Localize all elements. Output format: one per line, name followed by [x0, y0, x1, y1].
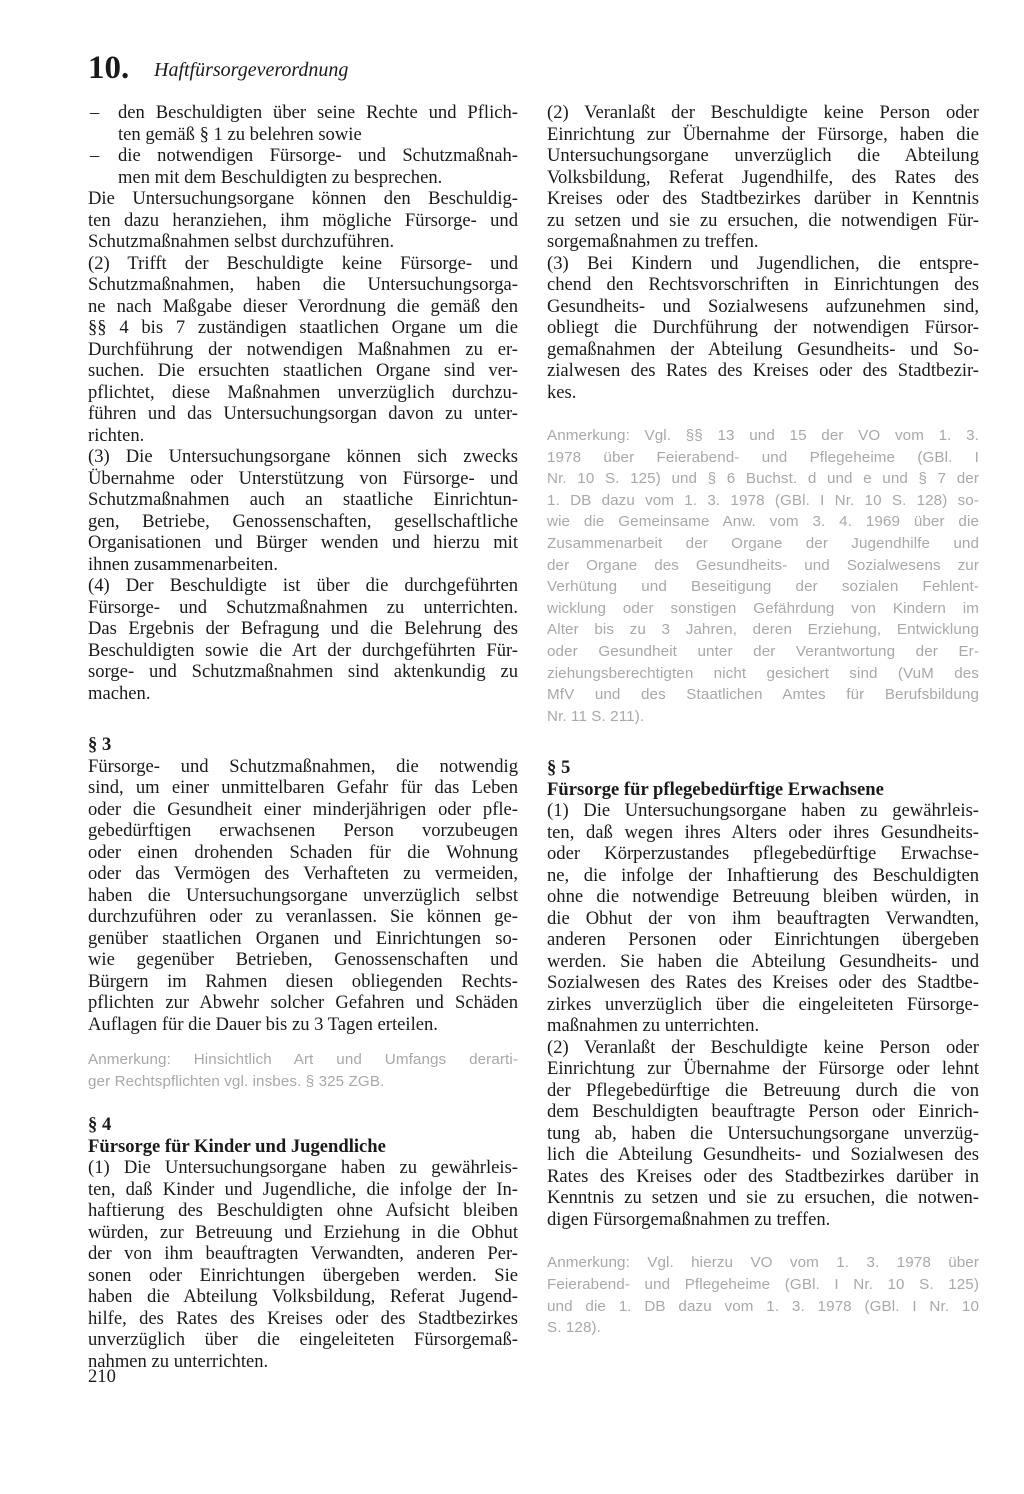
section-3-text-line: wie gegenüber Betrieben, Genossenschaften und: [88, 949, 518, 970]
section-4-text-line: würden, zur Betreuung und Erziehung in die Obhut: [88, 1221, 518, 1243]
section-4-note-line: ziehungsberechtigten nicht gesichert sind (VuM des: [547, 664, 979, 682]
section-3-text-line: genüber staatlichen Organen und Einrichtungen so-: [88, 927, 518, 949]
section-4-note-line: MfV und des Staatlichen Amtes für Berufsbildung: [547, 686, 979, 704]
section-5-para-1-line: anderen Personen oder Einrichtungen übergeben: [547, 929, 979, 951]
section-4-note-line: 1978 über Feierabend- und Pflegeheime (GBl. I: [547, 448, 979, 466]
section-3-note-line: ger Rechtspflichten vgl. insbes. § 325 ZGB.: [88, 1072, 385, 1090]
chapter-title: Haftfürsorgeverordnung: [154, 59, 349, 81]
paragraph-3-line: Übernahme oder Unterstützung von Fürsorge- und: [88, 467, 518, 489]
section-3-text-line: Bürgern im Rahmen diesen obliegenden Rechts-: [88, 970, 518, 992]
page-number: 210: [88, 1366, 116, 1387]
section-3-text-line: oder einen drohenden Schaden für die Wohnung: [88, 841, 518, 863]
paragraph-4-line: Fürsorge- und Schutzmaßnahmen zu unterrichten.: [88, 596, 518, 618]
section-3-heading: § 3: [88, 734, 112, 755]
section-5-para-2-line: Kenntnis zu setzen und sie zu ersuchen, die notwen-: [547, 1187, 979, 1209]
paragraph-2-line: pflichtet, diese Maßnahmen unverzüglich durchzu-: [88, 381, 518, 403]
paragraph-4: [88, 575, 518, 704]
section-3-text-line: gebedürftigen erwachsenen Person vorzubeugen: [88, 820, 518, 841]
section-5-para-2-line: Einrichtung zur Übernahme der Fürsorge oder lehnt: [547, 1058, 979, 1080]
section-5-para-2-line: der Pflegebedürftige die Betreuung durch die von: [547, 1079, 979, 1101]
section-4-text-line: hilfe, des Rates des Kreises oder des Stadtbezirkes: [88, 1307, 518, 1329]
paragraph-intro: [88, 188, 518, 253]
paragraph-3-right-line: (3) Bei Kindern und Jugendlichen, die entspre-: [547, 252, 979, 274]
section-5-para-2-line: Rates des Kreises oder des Stadtbezirkes darüber in: [547, 1165, 979, 1187]
section-3-text-line: oder die Gesundheit einer minderjährigen oder pfle-: [88, 798, 518, 820]
bullet-item: [88, 145, 518, 188]
section-5-para-1-line: oder Körperzustandes pflegebedürftige Erwachse-: [547, 843, 979, 865]
section-4-text: [88, 1157, 518, 1372]
section-3-text-line: sind, um einer unmittelbaren Gefahr für das Leben: [88, 777, 518, 798]
section-3-text-line: Fürsorge- und Schutzmaßnahmen, die notwendig: [88, 755, 518, 777]
section-5-para-1-line: die Obhut der von ihm beauftragten Verwandten,: [547, 907, 979, 929]
bullet-item-line: – die notwendigen Fürsorge- und Schutzmaßnah-: [88, 145, 518, 167]
section-4-note-line: oder Gesundheit unter der Verantwortung der Er-: [547, 642, 979, 660]
paragraph-3-line: Organisationen und Bürger wenden und hierzu mit: [88, 532, 518, 553]
paragraph-intro-line: ten dazu heranziehen, ihm mögliche Fürsorge- und: [88, 209, 518, 231]
bullet-item-line: – den Beschuldigten über seine Rechte und Pflich-: [88, 102, 518, 124]
paragraph-2: [88, 253, 518, 447]
section-5-title: Fürsorge für pflegebedürftige Erwachsene: [547, 778, 884, 800]
chapter-number: 10.: [88, 50, 130, 86]
section-3-text-line: haben die Untersuchungsorgane unverzüglich selbst: [88, 884, 518, 906]
bullet-item-line: ten gemäß § 1 zu belehren sowie: [118, 123, 362, 145]
paragraph-2-right-line: Kreises oder des Stadtbezirkes darüber in Kenntnis: [547, 188, 979, 209]
section-4-note: [547, 425, 979, 727]
paragraph-2-line: Schutzmaßnahmen, haben die Untersuchungsorga-: [88, 274, 518, 295]
section-4-note-line: Nr. 10 S. 125) und § 6 Buchst. d und e und § 7 der: [547, 470, 979, 488]
section-5-para-2-line: dem Beschuldigten beauftragte Person oder Einrich-: [547, 1101, 979, 1123]
paragraph-3-line: ihnen zusammenarbeiten.: [88, 553, 278, 575]
paragraph-4-line: (4) Der Beschuldigte ist über die durchgeführten: [88, 575, 518, 596]
section-5-note-line: Anmerkung: Vgl. hierzu VO vom 1. 3. 1978 über: [547, 1254, 979, 1272]
paragraph-2-line: (2) Trifft der Beschuldigte keine Fürsorge- und: [88, 252, 518, 274]
paragraph-3-right-line: obliegt die Durchführung der notwendigen Fürsor-: [547, 317, 979, 338]
section-4-note-line: Nr. 11 S. 211).: [547, 707, 645, 725]
paragraph-2-line: §§ 4 bis 7 zuständigen staatlichen Organe um die: [88, 317, 518, 338]
section-5-para-2-line: tung ab, haben die Untersuchungsorgane unverzüg-: [547, 1122, 979, 1144]
section-5-para-1-line: (1) Die Untersuchungsorgane haben zu gewährleis-: [547, 800, 979, 822]
paragraph-3-right-line: chend den Rechtsvorschriften in Einrichtungen des: [547, 274, 979, 295]
paragraph-3: [88, 446, 518, 575]
section-4-note-line: Alter bis zu 3 Jahren, deren Erziehung, Entwicklung: [547, 621, 979, 639]
section-4-title: Fürsorge für Kinder und Jugendliche: [88, 1135, 386, 1157]
section-5-para-2-line: (2) Veranlaßt der Beschuldigte keine Person oder: [547, 1036, 979, 1058]
spacer: [547, 1230, 979, 1252]
section-4-text-line: (1) Die Untersuchungsorgane haben zu gewährleis-: [88, 1157, 518, 1179]
section-3-note-line: Anmerkung: Hinsichtlich Art und Umfangs derarti-: [88, 1051, 518, 1068]
paragraph-4-line: machen.: [88, 682, 151, 704]
paragraph-4-line: sorge- und Schutzmaßnahmen sind aktenkundig zu: [88, 661, 518, 682]
section-4-note-line: Verhütung und Beseitigung der sozialen Fehlent-: [547, 578, 979, 596]
section-3-text: [88, 756, 518, 1036]
section-5-note-line: Feierabend- und Pflegeheime (GBl. I Nr. 10 S. 125): [547, 1275, 979, 1293]
paragraph-3-right-line: gemaßnahmen der Abteilung Gesundheits- und So-: [547, 338, 979, 360]
section-5-para-2-line: digen Fürsorgemaßnahmen zu treffen.: [547, 1208, 831, 1230]
section-5-note: [547, 1252, 979, 1338]
section-5-para-1-line: zirkes unverzüglich über die eingeleiteten Fürsorge-: [547, 993, 979, 1015]
paragraph-intro-line: Die Untersuchungsorgane können den Beschuldig-: [88, 188, 518, 209]
paragraph-2-right-line: sorgemaßnahmen zu treffen.: [547, 231, 759, 252]
section-4-note-line: wie die Gemeinsame Anw. vom 3. 4. 1969 über die: [547, 513, 979, 531]
paragraph-2-right-line: (2) Veranlaßt der Beschuldigte keine Person oder: [547, 102, 979, 123]
section-4-text-line: haben die Abteilung Volksbildung, Referat Jugend-: [88, 1286, 518, 1308]
section-5-note-line: und die 1. DB dazu vom 1. 3. 1978 (GBl. I Nr. 10: [547, 1297, 979, 1315]
bullet-item-line: men mit dem Beschuldigten zu besprechen.: [118, 166, 443, 188]
left-column: [88, 102, 518, 1372]
spacer: [547, 727, 979, 757]
paragraph-2-right-line: Untersuchungsorgane unverzüglich die Abteilung: [547, 145, 979, 166]
section-4-heading: § 4: [88, 1114, 112, 1136]
paragraph-4-line: Das Ergebnis der Befragung und die Belehrung des: [88, 618, 518, 639]
section-5-note-line: S. 128).: [547, 1319, 601, 1337]
section-3-text-line: durchzuführen oder zu veranlassen. Sie können ge-: [88, 906, 518, 927]
paragraph-2-line: führen und das Untersuchungsorgan davon zu unter-: [88, 403, 518, 424]
paragraph-3-line: gen, Betriebe, Genossenschaften, gesellschaftliche: [88, 510, 518, 532]
paragraph-2-right-line: Volksbildung, Referat Jugendhilfe, des Rates des: [547, 166, 979, 188]
section-4-text-line: der von ihm beauftragten Verwandten, anderen Per-: [88, 1243, 518, 1265]
spacer: [88, 1092, 518, 1114]
paragraph-3-right-line: Gesundheits- und Sozialwesens aufzunehmen sind,: [547, 295, 979, 317]
spacer: [88, 704, 518, 734]
section-5-heading: § 5: [547, 757, 571, 779]
section-3-text-line: oder das Vermögen des Verhafteten zu vermeiden,: [88, 863, 518, 884]
paragraph-3-right: [547, 253, 979, 404]
section-4-note-line: wicklung oder sonstigen Gefährdung von Kindern im: [547, 599, 979, 617]
paragraph-2-line: Durchführung der notwendigen Maßnahmen zu er-: [88, 338, 518, 360]
paragraph-3-line: Schutzmaßnahmen auch an staatliche Einrichtun-: [88, 489, 518, 510]
right-column: [547, 102, 979, 1339]
section-3-text-line: pflichten zur Abwehr solcher Gefahren und Schäden: [88, 992, 518, 1013]
section-3-text-line: Auflagen für die Dauer bis zu 3 Tagen erteilen.: [88, 1013, 438, 1035]
section-4-note-line: Zusammenarbeit der Organe der Jugendhilfe und: [547, 534, 979, 552]
spacer: [88, 1035, 518, 1049]
paragraph-2-right: [547, 102, 979, 253]
paragraph-3-line: (3) Die Untersuchungsorgane können sich zwecks: [88, 446, 518, 467]
section-5-para-2: [547, 1037, 979, 1231]
section-5-para-1-line: Sozialwesen des Rates des Kreises oder des Stadtbe-: [547, 972, 979, 994]
section-5-para-2-line: lich die Abteilung Gesundheits- und Sozialwesen des: [547, 1144, 979, 1166]
section-4-text-line: sonen oder Einrichtungen übergeben werden. Sie: [88, 1264, 518, 1286]
paragraph-2-line: suchen. Die ersuchten staatlichen Organe sind ver-: [88, 360, 518, 381]
section-5-para-1-line: ten, daß wegen ihres Alters oder ihres Gesundheits-: [547, 821, 979, 843]
section-4-text-line: nahmen zu unterrichten.: [88, 1350, 269, 1372]
paragraph-4-line: Beschuldigten sowie die Art der durchgeführten Für-: [88, 639, 518, 661]
paragraph-2-right-line: Einrichtung zur Übernahme der Fürsorge, haben die: [547, 123, 979, 145]
section-5-para-1-line: ohne die notwendige Betreuung bleiben würden, in: [547, 886, 979, 908]
section-5-para-1-line: maßnahmen zu unterrichten.: [547, 1015, 760, 1037]
spacer: [547, 403, 979, 425]
section-5-para-1: [547, 800, 979, 1037]
paragraph-3-right-line: zialwesen des Rates des Kreises oder des Stadtbezir-: [547, 360, 979, 381]
section-5-para-1-line: werden. Sie haben die Abteilung Gesundheits- und: [547, 950, 979, 972]
section-3-note: [88, 1049, 518, 1092]
paragraph-2-line: ne nach Maßgabe dieser Verordnung die gemäß den: [88, 295, 518, 317]
section-4-note-line: Anmerkung: Vgl. §§ 13 und 15 der VO vom 1. 3.: [547, 427, 979, 444]
bullet-item: [88, 102, 518, 145]
section-5-para-1-line: ne, die infolge der Inhaftierung des Beschuldigten: [547, 864, 979, 886]
section-4-text-line: ten, daß Kinder und Jugendliche, die infolge der In-: [88, 1178, 518, 1200]
paragraph-2-right-line: zu setzen und sie zu ersuchen, die notwendigen Für-: [547, 209, 979, 231]
section-4-note-line: 1. DB dazu vom 1. 3. 1978 (GBl. I Nr. 10 S. 128) so-: [547, 491, 979, 509]
section-4-note-line: der Organe des Gesundheits- und Sozialwesens zur: [547, 556, 979, 574]
section-4-text-line: haftierung des Beschuldigten ohne Aufsicht bleiben: [88, 1200, 518, 1222]
paragraph-3-right-line: kes.: [547, 381, 577, 403]
paragraph-intro-line: Schutzmaßnahmen selbst durchzuführen.: [88, 231, 395, 252]
paragraph-2-line: richten.: [88, 424, 145, 446]
section-4-text-line: unverzüglich über die eingeleiteten Fürsorgemaß-: [88, 1329, 518, 1351]
